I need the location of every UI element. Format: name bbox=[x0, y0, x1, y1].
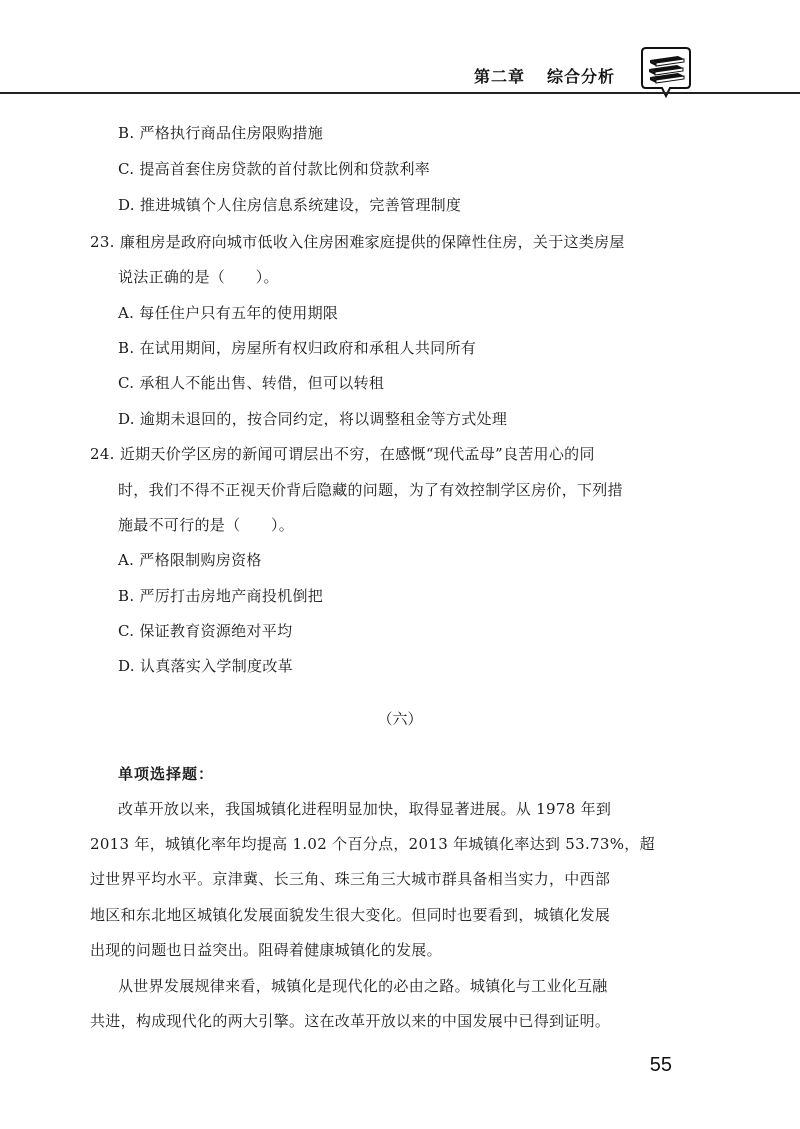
q24-stem-line-1: 24. 近期天价学区房的新闻可谓层出不穷，在感慨“现代孟母”良苦用心的同 bbox=[90, 445, 595, 463]
q24-option-b: B. 严厉打击房地产商投机倒把 bbox=[118, 587, 324, 605]
q22-option-b: B. 严格执行商品住房限购措施 bbox=[118, 124, 324, 142]
q22-option-c: C. 提高首套住房贷款的首付款比例和贷款利率 bbox=[118, 160, 431, 178]
page-number: 55 bbox=[649, 1054, 672, 1076]
q23-option-c: C. 承租人不能出售、转借，但可以转租 bbox=[118, 374, 385, 392]
header-rule bbox=[0, 92, 800, 94]
section-number: （六） bbox=[377, 710, 423, 728]
section-label: 综合分析 bbox=[546, 67, 615, 86]
q23-option-a: A. 每任住户只有五年的使用期限 bbox=[118, 304, 339, 322]
passage-line-1: 改革开放以来，我国城镇化进程明显加快，取得显著进展。从 1978 年到 bbox=[118, 800, 612, 818]
passage-line-2: 2013 年，城镇化率年均提高 1.02 个百分点，2013 年城镇化率达到 53.73%，超 bbox=[90, 835, 655, 853]
q24-stem-line-2: 时，我们不得不正视天价背后隐藏的问题，为了有效控制学区房价，下列措 bbox=[118, 481, 623, 499]
passage-line-3: 过世界平均水平。京津冀、长三角、珠三角三大城市群具备相当实力，中西部 bbox=[90, 870, 611, 888]
q23-stem-line-2: 说法正确的是（ ）。 bbox=[118, 268, 279, 286]
passage-line-4: 地区和东北地区城镇化发展面貌发生很大变化。但同时也要看到，城镇化发展 bbox=[90, 906, 611, 924]
q23-option-b: B. 在试用期间，房屋所有权归政府和承租人共同所有 bbox=[118, 339, 477, 357]
passage-line-5: 出现的问题也日益突出。阻碍着健康城镇化的发展。 bbox=[90, 941, 442, 959]
passage-line-7: 共进，构成现代化的两大引擎。这在改革开放以来的中国发展中已得到证明。 bbox=[90, 1012, 611, 1030]
q23-option-d: D. 逾期未退回的，按合同约定，将以调整租金等方式处理 bbox=[118, 410, 508, 428]
running-head bbox=[474, 64, 615, 87]
passage-line-6: 从世界发展规律来看，城镇化是现代化的必由之路。城镇化与工业化互融 bbox=[118, 977, 608, 995]
chapter-label: 第二章 bbox=[473, 67, 525, 86]
q24-option-a: A. 严格限制购房资格 bbox=[118, 551, 262, 569]
q22-option-d: D. 推进城镇个人住房信息系统建设，完善管理制度 bbox=[118, 196, 462, 214]
page-header bbox=[0, 0, 800, 100]
section-heading: 单项选择题： bbox=[118, 765, 215, 783]
q24-option-c: C. 保证教育资源绝对平均 bbox=[118, 622, 293, 640]
q23-stem-line-1: 23. 廉租房是政府向城市低收入住房困难家庭提供的保障性住房，关于这类房屋 bbox=[90, 233, 625, 251]
q24-stem-line-3: 施最不可行的是（ ）。 bbox=[118, 516, 295, 534]
q24-option-d: D. 认真落实入学制度改革 bbox=[118, 657, 293, 675]
